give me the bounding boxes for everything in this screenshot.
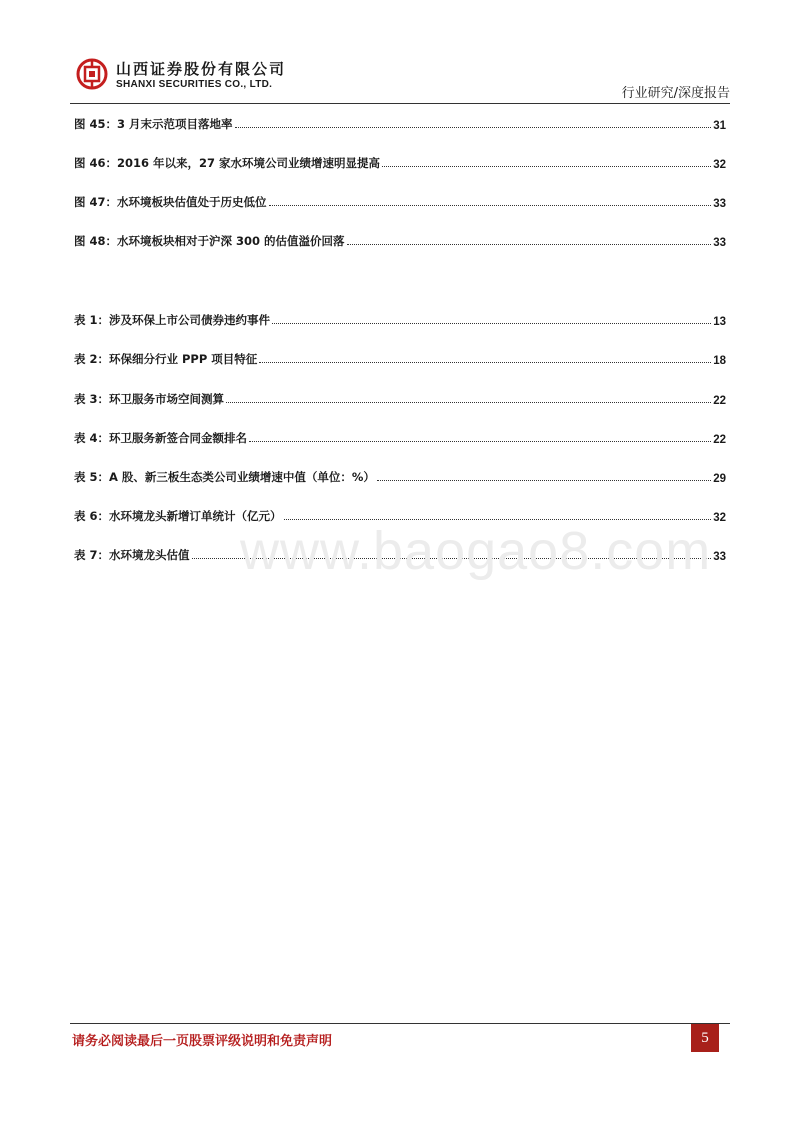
- header-divider: [70, 103, 730, 104]
- toc-entry[interactable]: [74, 349, 726, 367]
- footer-divider: [70, 1023, 730, 1024]
- toc-entry[interactable]: [74, 114, 726, 132]
- toc-entry-label: 表 4：环卫服务新签合同金额排名: [74, 431, 248, 445]
- company-name-en: SHANXI SECURITIES CO., LTD.: [116, 79, 273, 90]
- toc-entry[interactable]: [74, 428, 726, 446]
- dot-leader: [226, 402, 711, 403]
- toc-entry-label: 图 48：水环境板块相对于沪深 300 的估值溢价回落: [74, 234, 345, 248]
- toc-entry-page: 18: [713, 355, 726, 367]
- toc-entry-label: 表 1：涉及环保上市公司债券违约事件: [74, 313, 271, 327]
- dot-leader: [259, 362, 711, 363]
- toc-entry-label: 图 47：水环境板块估值处于历史低位: [74, 195, 267, 209]
- toc-entry-page: 31: [713, 120, 726, 132]
- toc-entry-label: 表 6：水环境龙头新增订单统计（亿元）: [74, 509, 282, 523]
- report-type: 行业研究/深度报告: [621, 86, 730, 101]
- toc-entry[interactable]: [74, 153, 726, 171]
- dot-leader: [235, 127, 712, 128]
- company-name-cn: 山西证券股份有限公司: [116, 60, 287, 78]
- toc-entry-label: 图 46：2016 年以来，27 家水环境公司业绩增速明显提高: [74, 156, 381, 170]
- toc-entry-label: 表 2：环保细分行业 PPP 项目特征: [74, 352, 258, 366]
- page-header: [70, 52, 730, 102]
- toc-entry[interactable]: [74, 231, 726, 249]
- dot-leader: [249, 441, 711, 442]
- dot-leader: [377, 480, 711, 481]
- page-number-badge: 5: [691, 1024, 719, 1052]
- dot-leader: [272, 323, 711, 324]
- shanxi-securities-logo-icon: [76, 58, 108, 90]
- toc-entry-page: 29: [713, 473, 726, 485]
- toc-entry[interactable]: [74, 467, 726, 485]
- toc-entry-label: 表 7：水环境龙头估值: [74, 548, 190, 562]
- watermark: www.baogao8.com: [240, 521, 712, 581]
- toc-entry-page: 22: [713, 395, 726, 407]
- toc-entry-page: 13: [713, 316, 726, 328]
- toc-entry-page: 32: [713, 159, 726, 171]
- toc-entry-label: 表 3：环卫服务市场空间测算: [74, 392, 225, 406]
- toc-entry-page: 32: [713, 512, 726, 524]
- toc-entry[interactable]: [74, 310, 726, 328]
- toc-entry-label: 图 45：3 月末示范项目落地率: [74, 117, 233, 131]
- toc-entry-page: 33: [713, 237, 726, 249]
- toc-entry-page: 33: [713, 198, 726, 210]
- dot-leader: [382, 166, 711, 167]
- dot-leader: [269, 205, 712, 206]
- toc-entry[interactable]: [74, 192, 726, 210]
- toc-entry[interactable]: [74, 389, 726, 407]
- toc-entry-page: 22: [713, 434, 726, 446]
- toc-entry-page: 33: [713, 551, 726, 563]
- footer-disclaimer: 请务必阅读最后一页股票评级说明和免责声明: [72, 1034, 333, 1049]
- dot-leader: [347, 244, 712, 245]
- toc-entry-label: 表 5：A 股、新三板生态类公司业绩增速中值（单位：%）: [74, 470, 375, 484]
